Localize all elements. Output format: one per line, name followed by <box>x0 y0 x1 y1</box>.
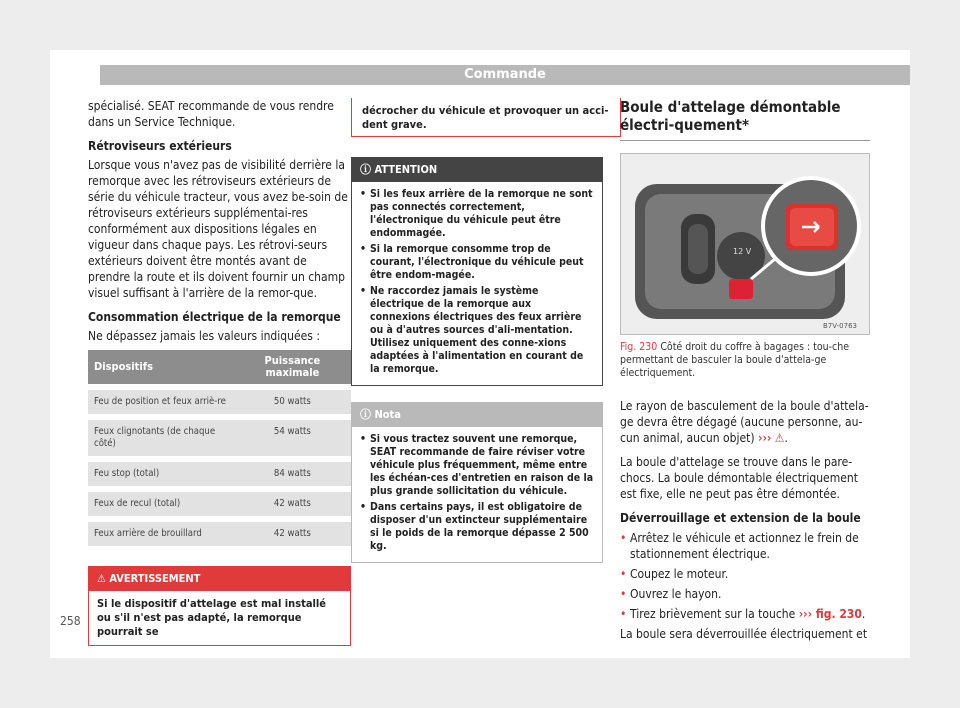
note-box <box>351 402 603 563</box>
power-text: Ne dépassez jamais les valeurs indiquées : <box>88 329 320 343</box>
warning-icon: ⚠ <box>97 572 110 585</box>
table-cell: Feux arrière de brouillard <box>88 519 234 546</box>
table-cell: Feux de recul (total) <box>88 489 234 519</box>
power-heading: Consommation électrique de la remorque <box>88 310 341 324</box>
attention-body <box>352 182 602 385</box>
table-cell: 50 watts <box>234 387 351 417</box>
column-middle <box>351 98 609 563</box>
intro-text: spécialisé. SEAT recommande de vous rendre dans un Service Technique. <box>88 99 334 129</box>
warning-icon: ⚠ <box>774 431 785 445</box>
warning-continuation: décrocher du véhicule et provoquer un acci-dent grave. <box>351 98 621 137</box>
attention-header <box>352 158 602 182</box>
table-header-power: Puissance maximale <box>234 350 351 387</box>
table-row <box>88 459 351 489</box>
steps-heading: Déverrouillage et extension de la boule <box>620 511 861 525</box>
paragraph-2: La boule d'attelage se trouve dans le pare-chocs. La boule démontable électriquement est fixe, elle ne peut pas être démontée. <box>620 455 858 501</box>
list-item: • Tirez brièvement sur la touche ››› fig. 230. <box>620 607 866 621</box>
note-body <box>352 427 602 562</box>
figure-230 <box>620 153 870 335</box>
svg-text:12 V: 12 V <box>733 247 752 256</box>
table-cell: Feux clignotants (de chaque côté) <box>88 417 234 459</box>
column-right <box>620 98 870 642</box>
tow-hook-button-illustration <box>621 154 869 334</box>
table-row <box>88 489 351 519</box>
info-icon: ⓘ <box>360 163 375 176</box>
figure-number: Fig. 230 <box>620 341 658 353</box>
list-item: • Ne raccordez jamais le système électrique de la remorque aux connexions électriques des feux arrière ou à d'autres sources d'ali-mentation. Utilisez uniquement des conne-xions adaptées à l'alimentation en courant de la remorque. <box>360 285 584 375</box>
column-left <box>88 98 351 646</box>
figure-link[interactable]: ››› fig. 230 <box>798 607 862 621</box>
list-item: • Dans certains pays, il est obligatoire de disposer d'un extincteur supplémentaire si le poids de la remorque dépasse 2 500 kg. <box>360 501 589 552</box>
mirrors-text: Lorsque vous n'avez pas de visibilité derrière la remorque avec les rétroviseurs extérieurs de série du véhicule tracteur, vous avez be-soin de rétroviseurs extérieurs supplémentai-res conformément aux dispositions légales en vigueur dans chaque pays. Les rétrovi-seurs extérieurs doivent être montés avant de prendre la route et ils doivent fournir un champ visuel suffisant à l'arrière de la remor-que. <box>88 158 348 300</box>
power-table <box>88 350 351 546</box>
list-item: • Si les feux arrière de la remorque ne sont pas connectés correctement, l'électronique du véhicule peut être endommagée. <box>360 188 593 239</box>
note-icon: ⓘ <box>360 408 375 421</box>
table-cell: 42 watts <box>234 519 351 546</box>
table-cell: 54 watts <box>234 417 351 459</box>
figure-caption <box>620 341 870 380</box>
mirrors-heading: Rétroviseurs extérieurs <box>88 139 232 153</box>
attention-title: ATTENTION <box>374 163 438 176</box>
page-number: 258 <box>60 614 81 628</box>
table-row <box>88 417 351 459</box>
list-item: • Arrêtez le véhicule et actionnez le frein de stationnement électrique. <box>620 531 859 561</box>
list-item: • Si la remorque consomme trop de courant, l'électronique du véhicule peut être endom-magée. <box>360 243 584 281</box>
table-cell: Feu de position et feux arriè-re <box>88 387 234 417</box>
table-header-devices: Dispositifs <box>88 350 234 387</box>
attention-box <box>351 157 603 386</box>
warning-title: AVERTISSEMENT <box>109 572 201 585</box>
note-title: Nota <box>374 408 401 421</box>
section-header: Commande <box>100 65 910 85</box>
table-cell: Feu stop (total) <box>88 459 234 489</box>
note-header <box>352 403 602 427</box>
manual-page <box>50 50 910 658</box>
svg-text:B7V-0763: B7V-0763 <box>823 322 857 330</box>
table-row <box>88 387 351 417</box>
section-title: Boule d'attelage démontable électri-quement* <box>620 98 870 141</box>
paragraph-1: Le rayon de basculement de la boule d'attela-ge devra être dégagé (aucune personne, au-cun animal, aucun objet) ››› ⚠. <box>620 399 869 445</box>
list-item: • Ouvrez le hayon. <box>620 587 722 601</box>
cross-ref-link[interactable]: ››› <box>758 431 772 445</box>
table-cell: 42 watts <box>234 489 351 519</box>
warning-header <box>89 567 350 591</box>
warning-text: Si le dispositif d'attelage est mal installé ou s'il n'est pas adapté, la remorque pourrait se <box>97 597 327 638</box>
trailing-text: La boule sera déverrouillée électriquement et <box>620 627 868 641</box>
table-cell: 84 watts <box>234 459 351 489</box>
page-sheet <box>50 50 910 658</box>
table-row <box>88 519 351 546</box>
warning-box <box>88 566 351 646</box>
list-item: • Si vous tractez souvent une remorque, SEAT recommande de faire réviser votre véhicule plus fréquemment, même entre les échéan-ces d'entretien en raison de la plus grande sollicitation du véhicule. <box>360 433 594 497</box>
list-item: • Coupez le moteur. <box>620 567 729 581</box>
caption-text: Côté droit du coffre à bagages : tou-che permettant de basculer la boule d'attela-ge électriquement. <box>620 341 850 379</box>
